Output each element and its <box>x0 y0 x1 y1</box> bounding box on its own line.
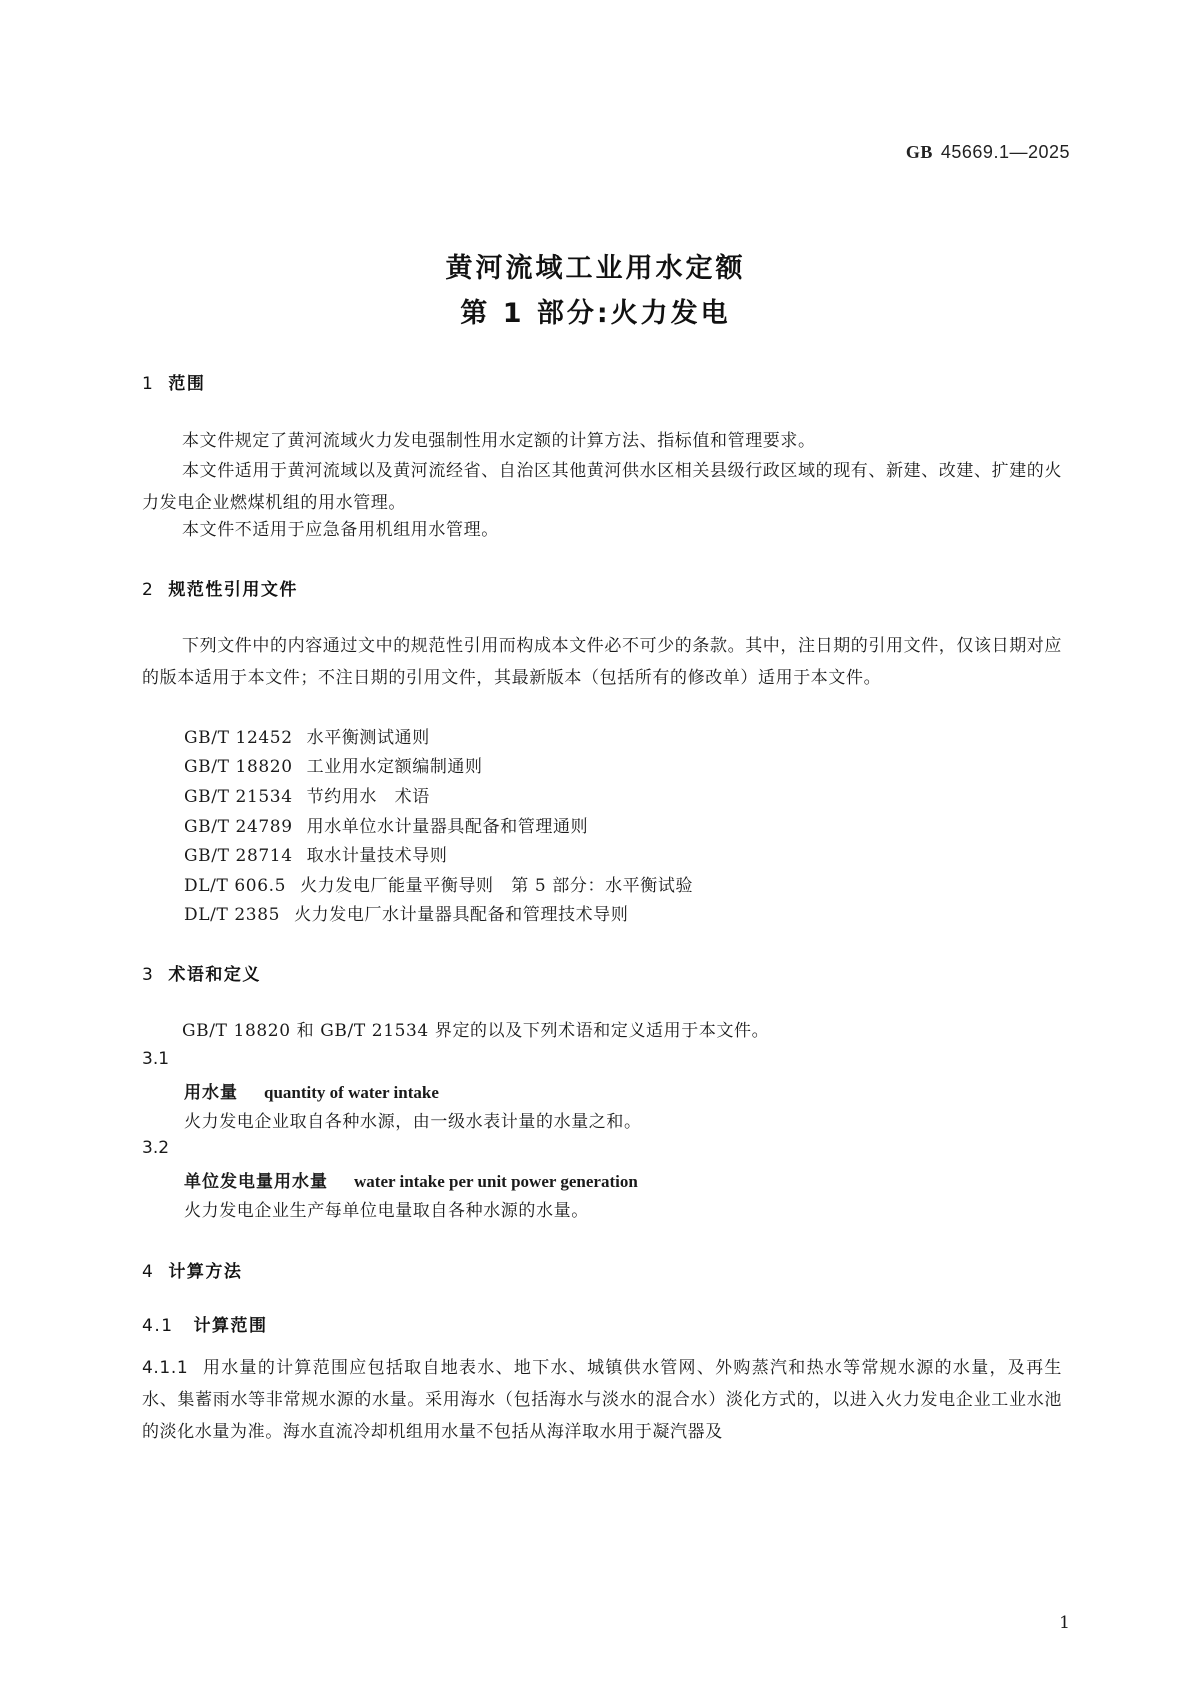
reference-title: 工业用水定额编制通则 <box>306 757 483 777</box>
clause-number: 4.1.1 <box>142 1358 189 1378</box>
reference-title: 火力发电厂能量平衡导则 第 5 部分：水平衡试验 <box>300 876 694 896</box>
section-number: 1 <box>142 374 155 394</box>
reference-item <box>184 871 693 896</box>
reference-title: 水平衡测试通则 <box>306 728 430 748</box>
reference-title: 节约用水 术语 <box>306 787 430 807</box>
term-chinese: 单位发电量用水量 <box>184 1172 328 1192</box>
reference-code: GB/T 24789 <box>184 817 293 837</box>
subsection-title: 计算范围 <box>193 1316 268 1336</box>
paragraph: 本文件不适用于应急备用机组用水管理。 <box>182 520 499 540</box>
reference-title: 用水单位水计量器具配备和管理通则 <box>306 817 589 837</box>
document-subtitle: 第 1 部分:火力发电 <box>460 298 731 329</box>
term-english: water intake per unit power generation <box>354 1172 638 1191</box>
term-chinese: 用水量 <box>184 1083 238 1103</box>
doc-number: 45669.1—2025 <box>940 142 1070 162</box>
paragraph: 本文件规定了黄河流域火力发电强制性用水定额的计算方法、指标值和管理要求。 <box>182 431 816 451</box>
section-number: 4 <box>142 1262 155 1282</box>
section-4-heading <box>142 1257 242 1282</box>
doc-prefix: GB <box>905 142 933 162</box>
section-number: 3 <box>142 965 155 985</box>
document-title: 黄河流域工业用水定额 <box>445 253 746 284</box>
term-entry <box>184 1078 439 1103</box>
reference-code: GB/T 21534 <box>184 787 293 807</box>
paragraph: 下列文件中的内容通过文中的规范性引用而构成本文件必不可少的条款。其中，注日期的引用文件，仅该日期对应的版本适用于本文件；不注日期的引用文件，其最新版本（包括所有的修改单）适用于本文件。 <box>142 636 1062 688</box>
reference-item <box>184 841 447 866</box>
section-1-heading <box>142 369 205 394</box>
reference-title: 火力发电厂水计量器具配备和管理技术导则 <box>294 905 629 925</box>
term-number: 3.1 <box>142 1049 170 1069</box>
paragraph: GB/T 18820 和 GB/T 21534 界定的以及下列术语和定义适用于本文件。 <box>182 1021 770 1041</box>
clause-text: 用水量的计算范围应包括取自地表水、地下水、城镇供水管网、外购蒸汽和热水等常规水源的水量，及再生水、集蓄雨水等非常规水源的水量。采用海水（包括海水与淡水的混合水）淡化方式的，以进入火力发电企业工业水池的淡化水量为准。海水直流冷却机组用水量不包括从海洋取水用于凝汽器及 <box>142 1358 1062 1442</box>
reference-item <box>184 752 483 777</box>
section-title: 计算方法 <box>168 1262 243 1282</box>
term-english: quantity of water intake <box>264 1083 439 1102</box>
term-number: 3.2 <box>142 1138 170 1158</box>
section-3-heading <box>142 960 261 985</box>
reference-item <box>184 812 588 837</box>
clause-paragraph <box>142 1352 1062 1448</box>
subsection-number: 4.1 <box>142 1316 174 1336</box>
page-number: 1 <box>1059 1613 1070 1633</box>
reference-code: GB/T 18820 <box>184 757 293 777</box>
reference-code: GB/T 28714 <box>184 846 293 866</box>
term-definition: 火力发电企业生产每单位电量取自各种水源的水量。 <box>184 1201 589 1221</box>
reference-item <box>184 782 430 807</box>
reference-title: 取水计量技术导则 <box>306 846 448 866</box>
term-definition: 火力发电企业取自各种水源，由一级水表计量的水量之和。 <box>184 1112 642 1132</box>
section-2-heading <box>142 575 298 600</box>
reference-code: DL/T 606.5 <box>184 876 287 896</box>
paragraph: 本文件适用于黄河流域以及黄河流经省、自治区其他黄河供水区相关县级行政区域的现有、新建、改建、扩建的火力发电企业燃煤机组的用水管理。 <box>142 461 1062 513</box>
subsection-4-1-heading <box>142 1311 268 1336</box>
term-entry <box>184 1167 638 1192</box>
reference-code: DL/T 2385 <box>184 905 281 925</box>
reference-code: GB/T 12452 <box>184 728 293 748</box>
section-title: 术语和定义 <box>168 965 261 985</box>
section-title: 范围 <box>168 374 206 394</box>
section-title: 规范性引用文件 <box>168 580 298 600</box>
reference-item <box>184 900 628 925</box>
section-number: 2 <box>142 580 155 600</box>
reference-item <box>184 723 430 748</box>
document-code <box>906 142 1070 163</box>
